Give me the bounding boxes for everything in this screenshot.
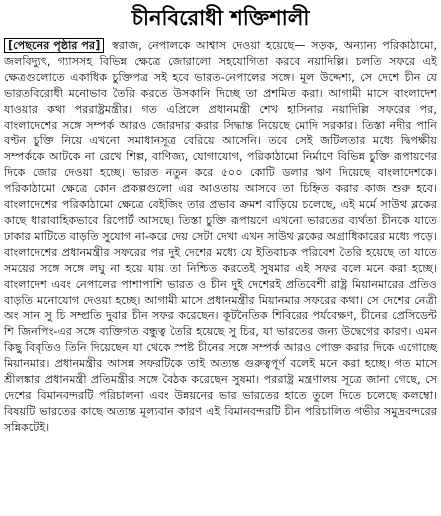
jump-label-text: পেছনের পৃষ্ঠার পর (13, 39, 96, 52)
continued-from-label (4, 38, 104, 53)
bracket-close: ] (95, 39, 101, 52)
headline: চীনবিরোধী শক্তিশালী (131, 6, 310, 30)
article-body (4, 38, 437, 514)
bracket-open: [ (8, 39, 14, 52)
article-text: স্বরাজ, নেপালকে আশ্বাস দেওয়া হয়েছে— সড়ক, অন্যান্য পরিকাঠামো, জলবিদ্যুৎ, গ্যাসসহ বিভিন্ন ক্ষেত্রে জোরালো সহযোগিতা করবে নয়াদিল্লি। চলতি সফরে এই ক্ষেত্রগুলোতে একাধিক চুক্তিপত্র সই হবে ভারত-নেপালের সঙ্গে। মূল উদ্দেশ্য, সে দেশে চীন যে ভারতবিরোধী মনোভাব তৈরি করতে উসকানি দিচ্ছে তা প্রশমিত করা। আগামী মাসে বাংলাদেশ যাওয়ার কথা পররাষ্ট্রমন্ত্রীর। গত এপ্রিলে প্রধানমন্ত্রী শেখ হাসিনার নয়াদিল্লি সফরের পর, বাংলাদেশের সঙ্গে সম্পর্ক আরও জোরদার করার সিদ্ধান্ত নিয়েছে মোদি সরকার। তিস্তা নদীর পানি বণ্টন চুক্তি নিয়ে এখনো সমাধানসূত্র বেরিয়ে আসেনি। তবে সেই জটিলতার মধ্যে দ্বিপক্ষীয় সম্পর্ককে আটকে না রেখে শিল্প, বাণিজ্য, যোগাযোগ, পরিকাঠামো নির্মাণে বিভিন্ন চুক্তি রূপায়ণের দিকে জোর দেওয়া হচ্ছে। ভারত নতুন করে ৫০০ কোটি ডলার ঋণ দিয়েছে বাংলাদেশকে। পরিকাঠামো ক্ষেত্রে কোন প্রকল্পগুলো এর আওতায় আসবে তা চিহ্নিত করার কাজ শুরু হবে। বাংলাদেশের পরিকাঠামো ক্ষেত্রে বেইজিং তার প্রভাব ক্রমশ বাড়িয়ে চলেছে, এই মর্মে সাউথ ব্লকের কাছে ধারাবাহিকভাবে রিপোর্ট আসছে। তিস্তা চুক্তি রূপায়ণে এখনো ভারতের ব্যর্থতা চীনকে যাতে ঢাকার মাটিতে বাড়তি সুযোগ না-করে দেয় সেটা দেখা এখন সাউথ ব্লকের অগ্রাধিকারের মধ্যে পড়ে। বাংলাদেশের প্রধানমন্ত্রীর সফরের পর দুই দেশের মধ্যে যে ইতিবাচক পরিবেশ তৈরি হয়েছে তা যাতে সময়ের সঙ্গে সঙ্গে লঘু না হয়ে যায় তা নিশ্চিত করতেই সুষমার এই সফর বলে মনে করা হচ্ছে। বাংলাদেশ এবং নেপালের পাশাপাশি ভারত ও চীন দুই দেশেরই প্রতিবেশী রাষ্ট্র মিয়ানমারের প্রতিও বাড়তি মনোযোগ দেওয়া হচ্ছে। আগামী মাসে প্রধানমন্ত্রীর মিয়ানমার সফরের কথা। সে দেশের নেত্রী অং সান সু চি সম্প্রতি দুবার চীন সফর করেছেন। কূটনৈতিক শিবিরের পর্যবেক্ষণ, চীনের প্রেসিডেন্ট শি জিনপিং-এর সঙ্গে ব্যক্তিগত বন্ধুত্ব তৈরি হয়েছে সু চির, যা ভারতের জন্য উদ্বেগের কারণ। এমন কিছু বিবৃতিও তিনি দিয়েছেন যা থেকে স্পষ্ট চীনের সঙ্গে সম্পর্ক আরও পোক্ত করার দিকে এগোচ্ছে মিয়ানমার। প্রধানমন্ত্রীর আসন্ন সফরটিকে তাই অত্যন্ত গুরুত্বপূর্ণ বলেই মনে করা হচ্ছে। গত মাসে শ্রীলঙ্কার প্রধানমন্ত্রী প্রতিমন্ত্রীর সঙ্গে বৈঠক করেছেন সুষমা। পররাষ্ট্র মন্ত্রণালয় সূত্রে জানা গেছে, সে দেশের বিমানবন্দরটি পরিচালনা এবং উন্নয়নের ভার ভারতের হাতে তুলে দিতে চলেছে কলম্বো। বিষয়টি ভারতের কাছে অত্যন্ত মূল্যবান কারণ এই বিমানবন্দরটি চীন পরিচালিত গভীর সমুদ্রবন্দরের সন্নিকটেই। (4, 39, 437, 434)
